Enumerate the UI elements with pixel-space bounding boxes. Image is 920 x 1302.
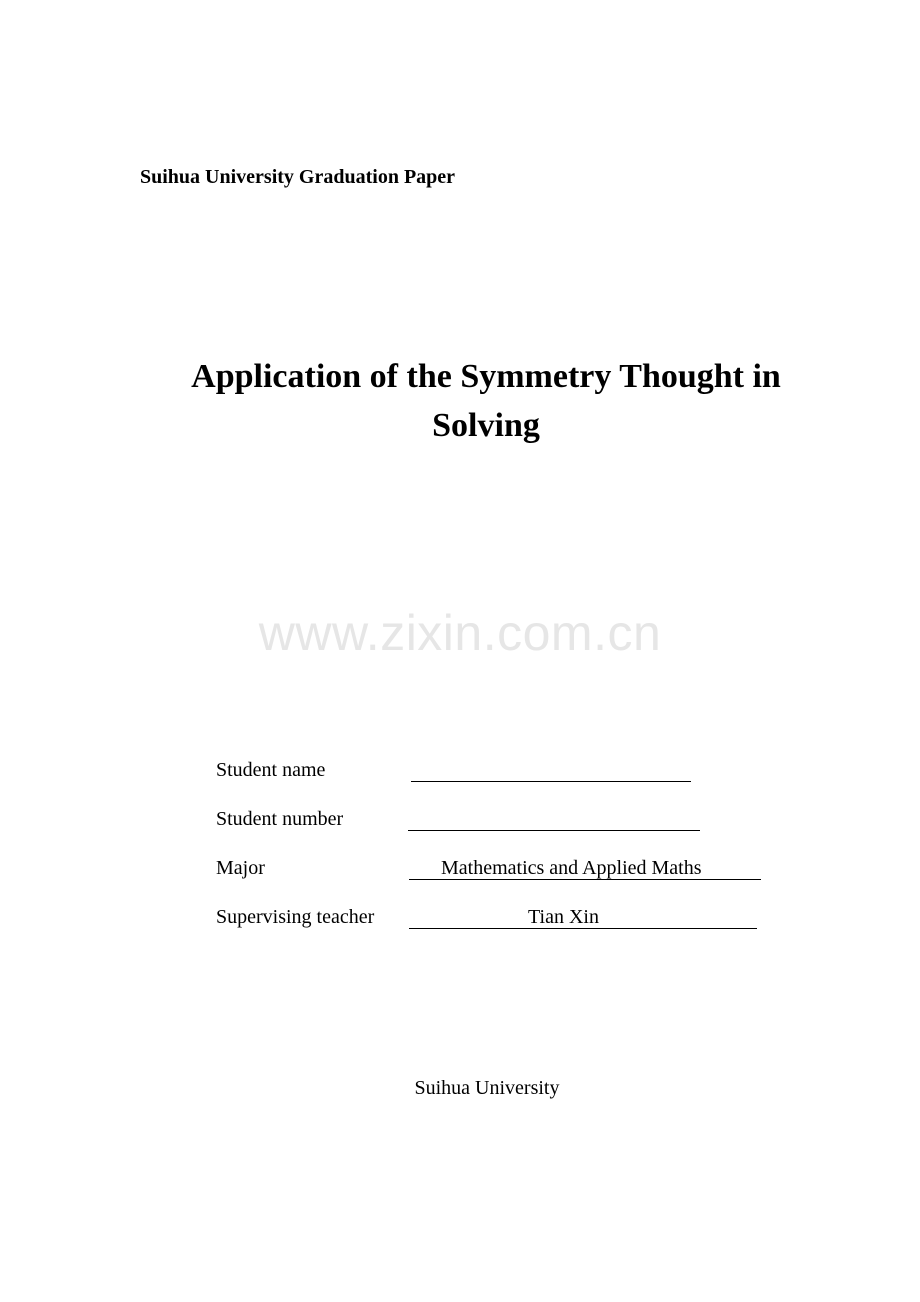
watermark: www.zixin.com.cn: [258, 605, 662, 661]
paper-header: Suihua University Graduation Paper: [140, 166, 456, 188]
student-name-row: [216, 757, 776, 787]
student-name-field: [411, 757, 691, 782]
supervising-teacher-label: Supervising teacher: [216, 906, 375, 928]
university-name: Suihua University: [414, 1077, 560, 1099]
title-line-1: Application of the Symmetry Thought in: [191, 358, 781, 395]
supervising-teacher-field: Tian Xin: [409, 904, 757, 929]
student-name-label: Student name: [216, 759, 326, 781]
major-field: Mathematics and Applied Maths: [409, 855, 761, 880]
major-label: Major: [216, 857, 265, 879]
student-number-label: Student number: [216, 808, 344, 830]
student-number-row: [216, 806, 776, 836]
major-row: [216, 855, 776, 885]
title-line-2: Solving: [432, 407, 540, 444]
paper-title: [120, 352, 852, 450]
student-number-field: [408, 806, 700, 831]
supervising-teacher-row: [216, 904, 776, 934]
